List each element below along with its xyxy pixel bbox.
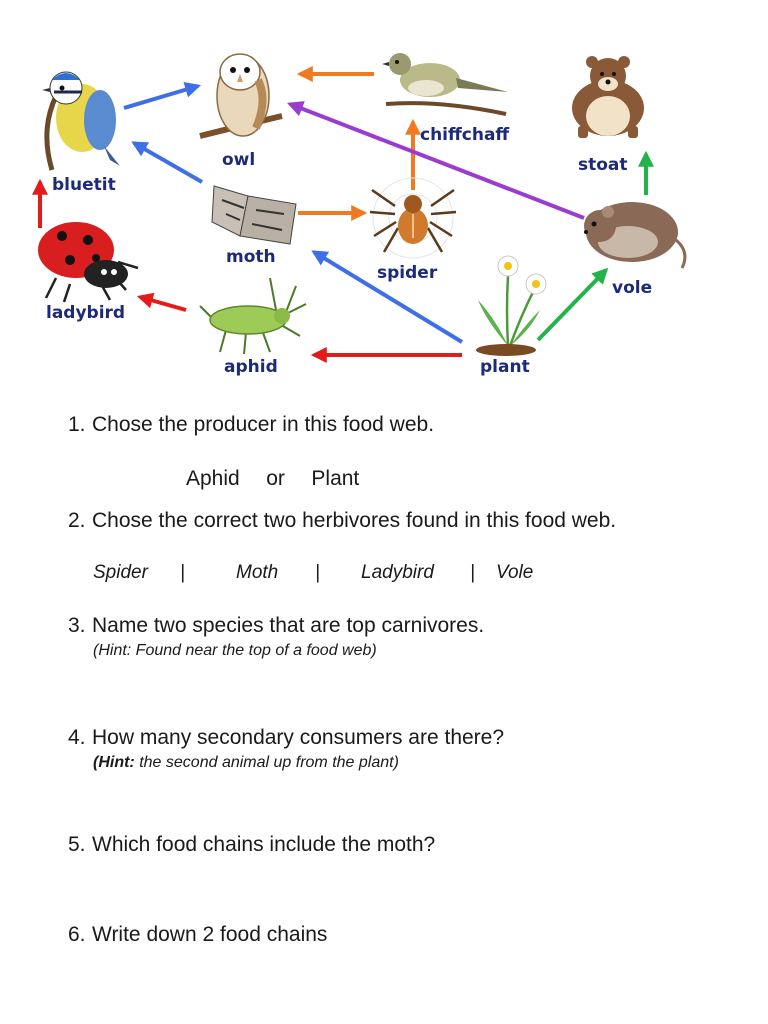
arrow-moth-to-bluetit	[134, 143, 202, 182]
question-5-number: 5.	[68, 833, 86, 856]
question-3-text: Name two species that are top carnivores.	[92, 614, 485, 637]
question-6	[68, 922, 327, 948]
question-1-number: 1.	[68, 413, 86, 436]
label-bluetit: bluetit	[52, 175, 116, 195]
option-separator: |	[180, 562, 185, 583]
option-separator: |	[315, 562, 320, 583]
aphid-illustration	[200, 278, 306, 354]
question-4	[68, 725, 504, 751]
question-1-options	[186, 467, 359, 491]
question-2	[68, 508, 616, 534]
ladybird-illustration	[38, 222, 138, 302]
question-3-number: 3.	[68, 614, 86, 637]
option-aphid[interactable]: Aphid	[186, 467, 240, 490]
moth-illustration	[212, 186, 296, 244]
option-spider[interactable]: Spider	[93, 562, 148, 583]
question-2-text: Chose the correct two herbivores found in this food web.	[92, 509, 617, 532]
question-5	[68, 832, 435, 858]
question-4-hint	[93, 754, 399, 772]
label-plant: plant	[480, 357, 530, 377]
option-ladybird[interactable]: Ladybird	[361, 562, 434, 583]
option-vole[interactable]: Vole	[496, 562, 534, 583]
question-6-number: 6.	[68, 923, 86, 946]
question-1	[68, 412, 434, 438]
vole-illustration	[584, 202, 685, 268]
label-stoat: stoat	[578, 155, 628, 175]
label-vole: vole	[612, 278, 653, 298]
label-aphid: aphid	[224, 357, 278, 377]
arrow-plant-to-vole	[538, 270, 606, 340]
bluetit-illustration	[42, 72, 120, 170]
chiffchaff-illustration	[382, 53, 508, 114]
question-2-number: 2.	[68, 509, 86, 532]
label-owl: owl	[222, 150, 256, 170]
question-4-number: 4.	[68, 726, 86, 749]
plant-illustration	[476, 256, 546, 356]
option-or: or	[266, 467, 285, 490]
stoat-illustration	[572, 56, 644, 138]
label-spider: spider	[377, 263, 438, 283]
option-separator: |	[470, 562, 475, 583]
label-chiffchaff: chiffchaff	[420, 125, 510, 145]
question-4-text: How many secondary consumers are there?	[92, 726, 505, 749]
option-plant[interactable]: Plant	[311, 467, 360, 490]
question-4-hint-label: (Hint:	[93, 754, 135, 771]
question-6-text: Write down 2 food chains	[92, 923, 328, 946]
question-5-text: Which food chains include the moth?	[92, 833, 436, 856]
question-3	[68, 613, 484, 639]
question-4-hint-text: the second animal up from the plant)	[134, 754, 399, 771]
question-1-text: Chose the producer in this food web.	[92, 413, 435, 436]
label-moth: moth	[226, 247, 276, 267]
label-ladybird: ladybird	[46, 303, 126, 323]
arrow-bluetit-to-owl	[124, 86, 198, 108]
arrow-aphid-to-ladybird	[140, 297, 186, 310]
option-moth[interactable]: Moth	[236, 562, 279, 583]
food-web-diagram	[0, 0, 768, 400]
owl-illustration	[200, 54, 282, 136]
question-3-hint: (Hint: Found near the top of a food web)	[93, 642, 377, 659]
